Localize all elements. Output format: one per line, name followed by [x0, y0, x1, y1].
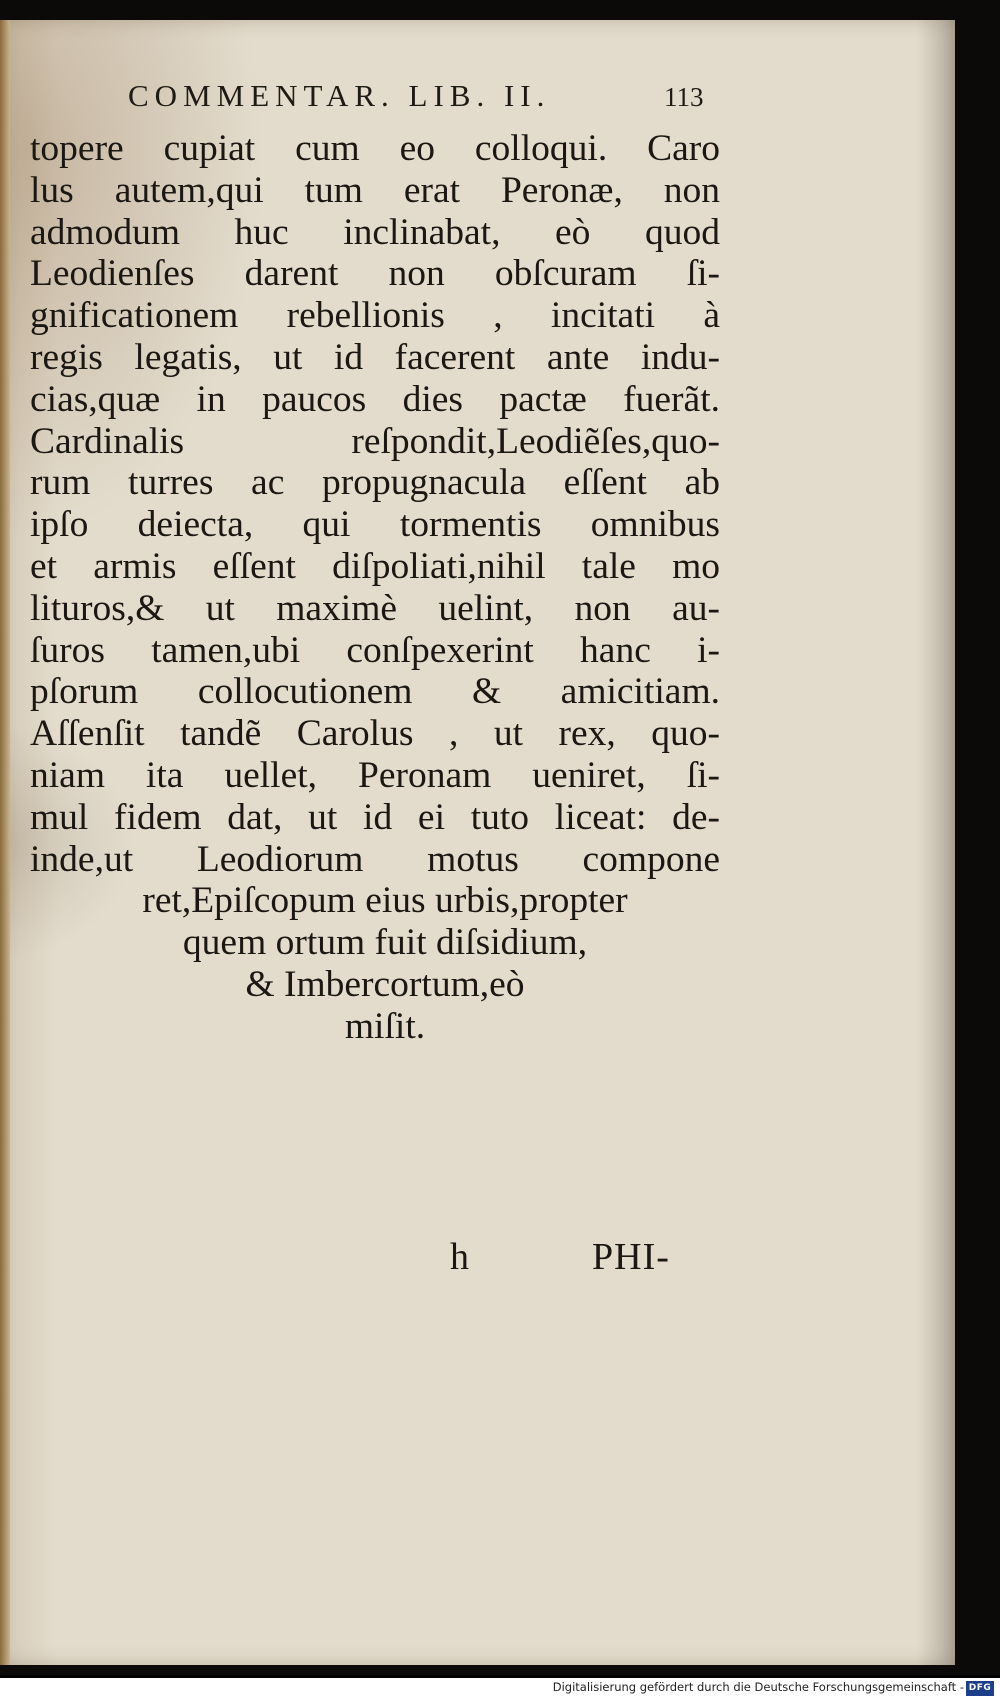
text-line: Leodienſes darent non obſcuram ſi- [30, 253, 720, 295]
text-line: ſuros tamen,ubi conſpexerint hanc i- [30, 629, 720, 671]
text-line: regis legatis, ut id facerent ante indu- [30, 336, 720, 378]
text-line: mul fidem dat, ut id ei tuto liceat: de- [30, 796, 720, 838]
text-line: & Imbercortum,eò [245, 963, 525, 1005]
text-line: inde,ut Leodiorum motus compone [30, 838, 720, 880]
text-line: miſit. [344, 1005, 426, 1047]
catchword: PHI- [592, 1236, 670, 1278]
page-number: 113 [664, 82, 704, 112]
running-head: COMMENTAR. LIB. II. [128, 78, 551, 113]
text-line: et armis eſſent diſpoliati,nihil tale mo [30, 545, 720, 587]
text-line: niam ita uellet, Peronam ueniret, ſi- [30, 754, 720, 796]
dfg-logo: DFG [966, 1681, 994, 1696]
text-line: rum turres ac propugnacula eſſent ab [30, 462, 720, 504]
digitization-credit: Digitalisierung gefördert durch die Deutsche Forschungsgemeinschaft - [552, 1680, 964, 1694]
text-line: lituros,& ut maximè uelint, non au- [30, 587, 720, 629]
text-line: topere cupiat cum eo colloqui. Caro [30, 128, 720, 169]
page-gutter [0, 20, 10, 1665]
text-line: cias,quæ in paucos dies pactæ fuerãt. [30, 378, 720, 420]
text-line: quem ortum fuit diſsidium, [182, 922, 588, 964]
signature-mark: h [450, 1236, 469, 1278]
text-line: admodum huc inclinabat, eò quod [30, 211, 720, 253]
text-line: ipſo deiecta, qui tormentis omnibus [30, 504, 720, 546]
text-line: lus autem,qui tum erat Peronæ, non [30, 169, 720, 211]
text-line: pſorum collocutionem & amicitiam. [30, 671, 720, 713]
text-line: gnificationem rebellionis , incitati à [30, 295, 720, 337]
body-text [30, 128, 720, 1048]
text-line: Cardinalis reſpondit,Leodiẽſes,quo- [30, 420, 720, 462]
text-line: Aſſenſit tandẽ Carolus , ut rex, quo- [30, 713, 720, 755]
text-line: ret,Epiſcopum eius urbis,propter [142, 880, 628, 922]
